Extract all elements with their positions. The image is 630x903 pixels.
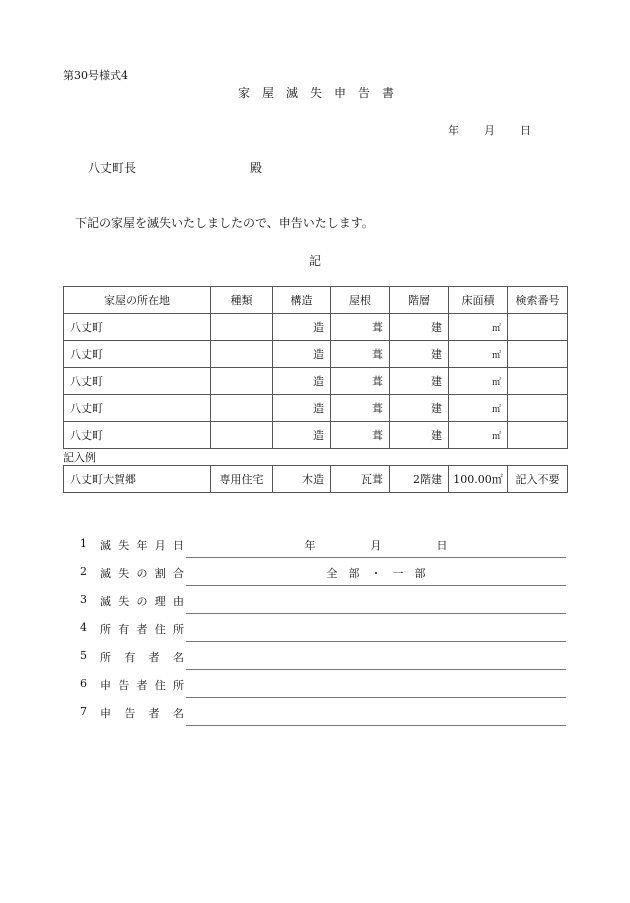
field-number: 4: [80, 621, 87, 634]
cell-structure[interactable]: 造: [273, 395, 331, 422]
field-label-char: 失: [118, 567, 130, 580]
field-label: [100, 677, 184, 693]
cell-floors[interactable]: 建: [390, 422, 449, 449]
field-row: [80, 558, 566, 586]
form-number: 第30号様式4: [63, 69, 128, 82]
field-label-char: 住: [154, 623, 166, 636]
field-label-char: 者: [136, 623, 148, 636]
cell-type[interactable]: [211, 368, 273, 395]
field-number: 6: [80, 677, 87, 690]
intro-text: 下記の家屋を滅失いたしましたので、申告いたします。: [75, 216, 374, 230]
field-label-char: 滅: [100, 595, 111, 608]
cell-structure[interactable]: 造: [273, 314, 331, 341]
cell-roof[interactable]: 葺: [331, 341, 390, 368]
field-label: [100, 621, 184, 637]
header-area: 床面積: [449, 287, 508, 314]
field-label-char: 名: [172, 651, 184, 664]
date-year-label: 年: [448, 124, 459, 137]
cell-roof[interactable]: 葺: [331, 314, 390, 341]
document-title: 家屋滅失申告書: [238, 86, 407, 100]
field-label-char: 有: [124, 651, 136, 664]
field-number: 2: [80, 565, 87, 578]
field-value[interactable]: 年 月 日: [304, 539, 448, 552]
table-row: [64, 422, 568, 449]
example-area: 100.00㎡: [449, 466, 508, 493]
field-label-char: 申: [100, 707, 111, 720]
field-value[interactable]: 全 部 ・ 一 部: [326, 567, 426, 580]
cell-structure[interactable]: 造: [273, 341, 331, 368]
example-roof: 瓦葺: [331, 466, 390, 493]
cell-location[interactable]: 八丈町: [64, 422, 211, 449]
table-row: [64, 368, 568, 395]
field-label-char: 有: [118, 623, 130, 636]
field-label-char: 割: [154, 567, 166, 580]
field-label: [100, 705, 184, 721]
example-structure: 木造: [273, 466, 331, 493]
field-label-char: 理: [154, 595, 166, 608]
date-month-label: 月: [484, 124, 495, 137]
cell-search-no[interactable]: [508, 341, 568, 368]
field-row: [80, 670, 566, 698]
field-label-char: 滅: [100, 567, 111, 580]
declaration-fields: [80, 530, 566, 726]
example-table: [63, 465, 568, 493]
field-label-char: 者: [148, 651, 160, 664]
cell-area[interactable]: ㎡: [449, 368, 508, 395]
cell-search-no[interactable]: [508, 314, 568, 341]
cell-type[interactable]: [211, 341, 273, 368]
field-label-char: 滅: [100, 539, 111, 552]
header-floors: 階層: [390, 287, 449, 314]
field-label-char: 所: [100, 623, 111, 636]
field-label-char: 失: [118, 539, 130, 552]
date-day-label: 日: [520, 124, 531, 137]
header-location: 家屋の所在地: [64, 287, 211, 314]
header-structure: 構造: [273, 287, 331, 314]
field-label-char: 者: [148, 707, 160, 720]
cell-type[interactable]: [211, 422, 273, 449]
cell-floors[interactable]: 建: [390, 341, 449, 368]
field-number: 5: [80, 649, 87, 662]
field-label-char: 合: [173, 567, 184, 580]
field-label-char: の: [136, 595, 148, 608]
field-label-char: 所: [173, 623, 184, 636]
field-label-char: 所: [173, 679, 184, 692]
cell-structure[interactable]: 造: [273, 422, 331, 449]
field-label-char: 者: [136, 679, 148, 692]
cell-location[interactable]: 八丈町: [64, 368, 211, 395]
field-row: [80, 530, 566, 558]
table-row: [64, 395, 568, 422]
field-label-char: 日: [173, 539, 184, 552]
table-row: [64, 341, 568, 368]
ki-heading: 記: [309, 254, 322, 268]
table-row: [64, 314, 568, 341]
example-label: 記入例: [63, 451, 96, 464]
field-label: [100, 649, 184, 665]
cell-floors[interactable]: 建: [390, 314, 449, 341]
cell-search-no[interactable]: [508, 395, 568, 422]
cell-type[interactable]: [211, 395, 273, 422]
field-label-char: 由: [173, 595, 184, 608]
field-label-char: 年: [136, 539, 148, 552]
cell-type[interactable]: [211, 314, 273, 341]
field-row: [80, 614, 566, 642]
addressee: 八丈町長: [88, 161, 137, 175]
table-header-row: [64, 287, 568, 314]
honorific: 殿: [250, 161, 263, 175]
cell-location[interactable]: 八丈町: [64, 341, 211, 368]
cell-search-no[interactable]: [508, 422, 568, 449]
field-label-char: 月: [154, 539, 166, 552]
cell-area[interactable]: ㎡: [449, 395, 508, 422]
field-label-char: の: [136, 567, 148, 580]
house-table: [63, 286, 568, 449]
cell-floors[interactable]: 建: [390, 368, 449, 395]
header-roof: 屋根: [331, 287, 390, 314]
field-number: 7: [80, 705, 87, 718]
field-underline: [186, 725, 566, 726]
field-row: [80, 586, 566, 614]
field-label-char: 住: [154, 679, 166, 692]
cell-roof[interactable]: 葺: [331, 422, 390, 449]
field-number: 3: [80, 593, 87, 606]
cell-floors[interactable]: 建: [390, 395, 449, 422]
cell-roof[interactable]: 葺: [331, 395, 390, 422]
cell-location[interactable]: 八丈町: [64, 314, 211, 341]
field-row: [80, 642, 566, 670]
field-label-char: 名: [172, 707, 184, 720]
example-search-no: 記入不要: [508, 466, 568, 493]
field-label: [100, 537, 184, 553]
cell-location[interactable]: 八丈町: [64, 395, 211, 422]
field-label-char: 告: [118, 679, 130, 692]
cell-roof[interactable]: 葺: [331, 368, 390, 395]
example-type: 専用住宅: [211, 466, 273, 493]
field-label-char: 申: [100, 679, 111, 692]
field-label: [100, 565, 184, 581]
field-number: 1: [80, 537, 87, 550]
example-row: [64, 466, 568, 493]
field-label-char: 失: [118, 595, 130, 608]
cell-area[interactable]: ㎡: [449, 314, 508, 341]
cell-structure[interactable]: 造: [273, 368, 331, 395]
field-row: [80, 698, 566, 726]
header-type: 種類: [211, 287, 273, 314]
header-search-no: 検索番号: [508, 287, 568, 314]
example-floors: 2階建: [390, 466, 449, 493]
cell-area[interactable]: ㎡: [449, 341, 508, 368]
cell-area[interactable]: ㎡: [449, 422, 508, 449]
example-location: 八丈町大賀郷: [64, 466, 211, 493]
field-label-char: 告: [124, 707, 136, 720]
field-label: [100, 593, 184, 609]
field-label-char: 所: [100, 651, 111, 664]
cell-search-no[interactable]: [508, 368, 568, 395]
